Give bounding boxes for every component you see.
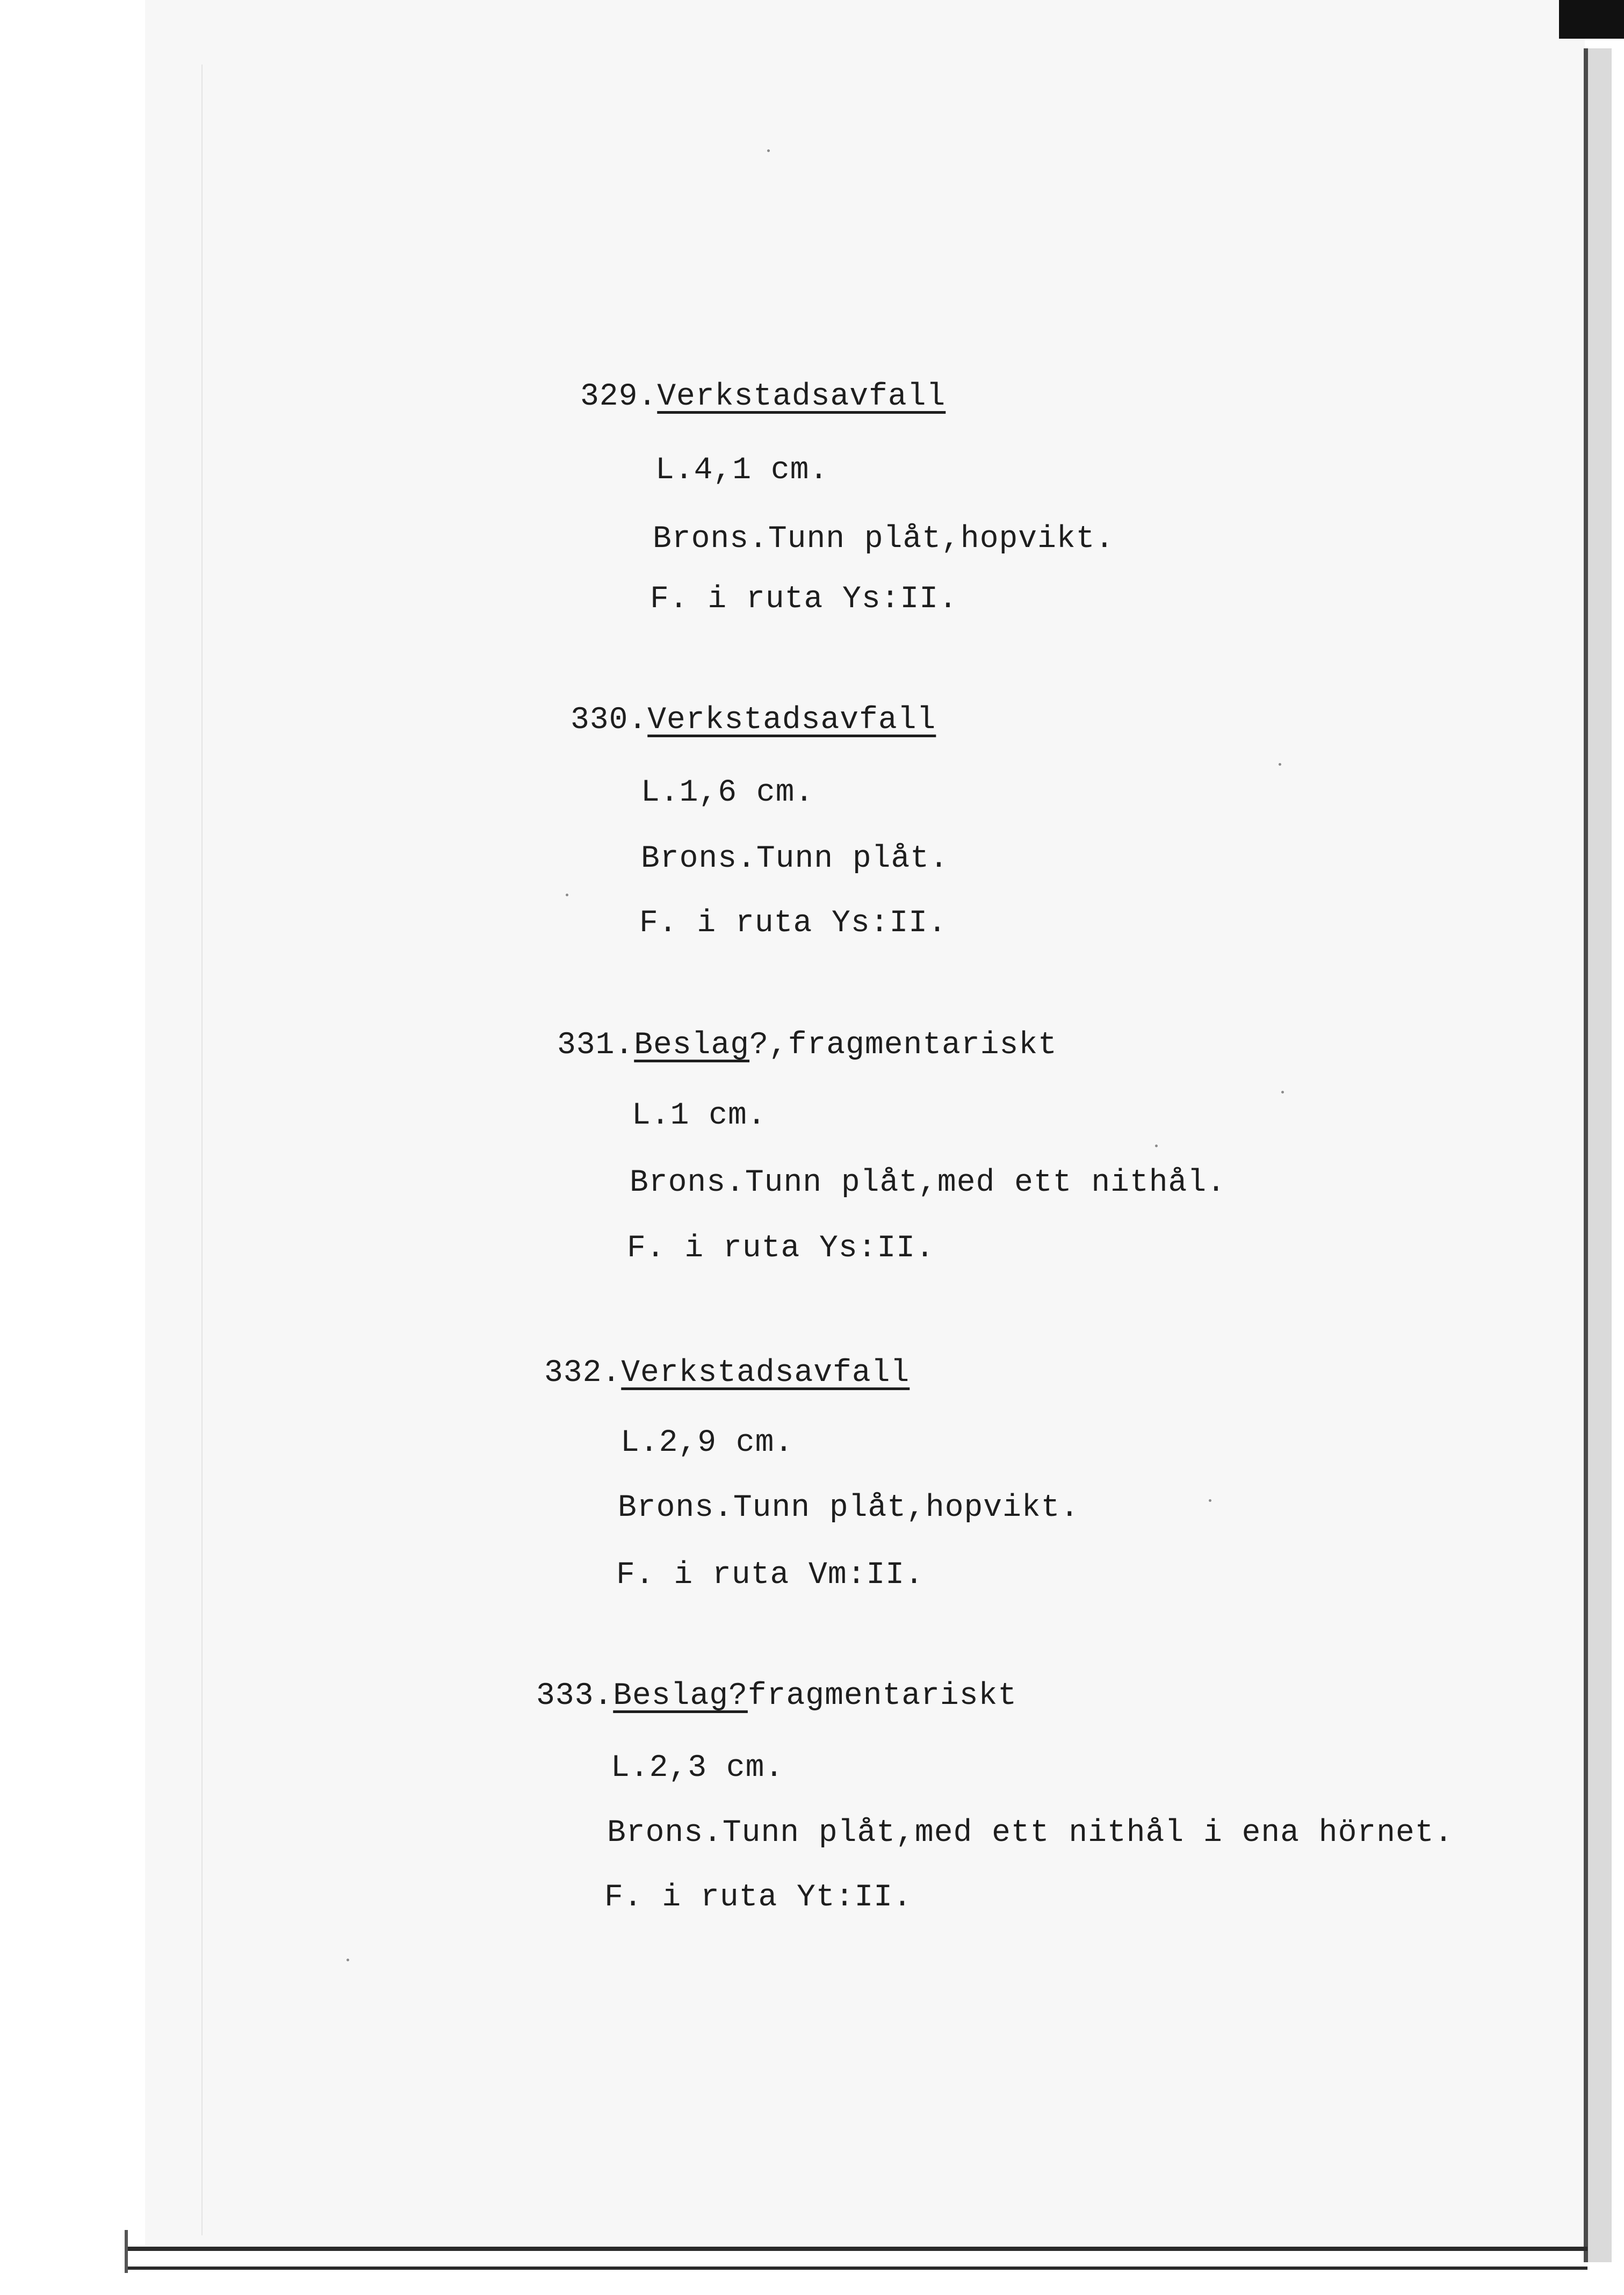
entry-find-location: F. i ruta Ys:II. bbox=[639, 906, 947, 941]
entry-title-rest: ?,fragmentariskt bbox=[749, 1028, 1057, 1063]
scan-speck bbox=[1155, 1145, 1158, 1147]
entry-title-rest: fragmentariskt bbox=[747, 1679, 1017, 1714]
entry-number: 331. bbox=[557, 1028, 634, 1063]
entry-number: 332. bbox=[544, 1356, 622, 1391]
entry-number: 333. bbox=[536, 1679, 613, 1714]
entry-title: Beslag bbox=[634, 1028, 750, 1063]
page-bottom-edge bbox=[126, 2247, 1587, 2251]
entry-heading bbox=[571, 705, 936, 736]
scan-speck bbox=[1281, 1091, 1284, 1093]
scan-speck bbox=[1209, 1499, 1211, 1502]
entry-length: L.2,9 cm. bbox=[620, 1426, 794, 1461]
scan-bottom-edge bbox=[126, 2267, 1587, 2270]
entry-heading bbox=[557, 1030, 1057, 1061]
scan-speck bbox=[767, 149, 770, 152]
entry-find-location: F. i ruta Ys:II. bbox=[650, 582, 958, 617]
entry-number: 329. bbox=[580, 379, 658, 414]
entry-title: Verkstadsavfall bbox=[657, 379, 946, 414]
scan-speck bbox=[347, 1959, 349, 1961]
entry-find-location: F. i ruta Vm:II. bbox=[616, 1558, 924, 1593]
entry-title: Verkstadsavfall bbox=[647, 703, 936, 738]
entry-heading bbox=[536, 1681, 1017, 1712]
scan-corner-mark bbox=[1559, 0, 1624, 39]
page-fold-line bbox=[201, 64, 203, 2235]
entry-description: Brons.Tunn plåt,med ett nithål i ena hörnet. bbox=[607, 1816, 1454, 1851]
entry-description: Brons.Tunn plåt,hopvikt. bbox=[618, 1491, 1080, 1526]
entry-length: L.2,3 cm. bbox=[611, 1751, 784, 1786]
entry-title: Beslag? bbox=[613, 1679, 748, 1714]
entry-find-location: F. i ruta Yt:II. bbox=[604, 1880, 912, 1915]
entry-description: Brons.Tunn plåt. bbox=[641, 841, 949, 876]
entry-heading bbox=[580, 379, 946, 414]
entry-number: 330. bbox=[571, 703, 648, 738]
page-left-shadow bbox=[125, 2230, 128, 2273]
entry-description: Brons.Tunn plåt,hopvikt. bbox=[653, 522, 1115, 557]
entry-length: L.1,6 cm. bbox=[641, 775, 814, 810]
scan-speck bbox=[566, 894, 568, 896]
entry-title: Verkstadsavfall bbox=[621, 1356, 910, 1391]
entry-length: L.4,1 cm. bbox=[655, 453, 829, 488]
entry-description: Brons.Tunn plåt,med ett nithål. bbox=[630, 1166, 1226, 1200]
entry-length: L.1 cm. bbox=[632, 1098, 767, 1133]
entry-find-location: F. i ruta Ys:II. bbox=[627, 1231, 935, 1266]
entry-heading bbox=[544, 1358, 910, 1389]
page-right-edge bbox=[1584, 48, 1612, 2262]
scan-speck bbox=[1279, 763, 1281, 766]
